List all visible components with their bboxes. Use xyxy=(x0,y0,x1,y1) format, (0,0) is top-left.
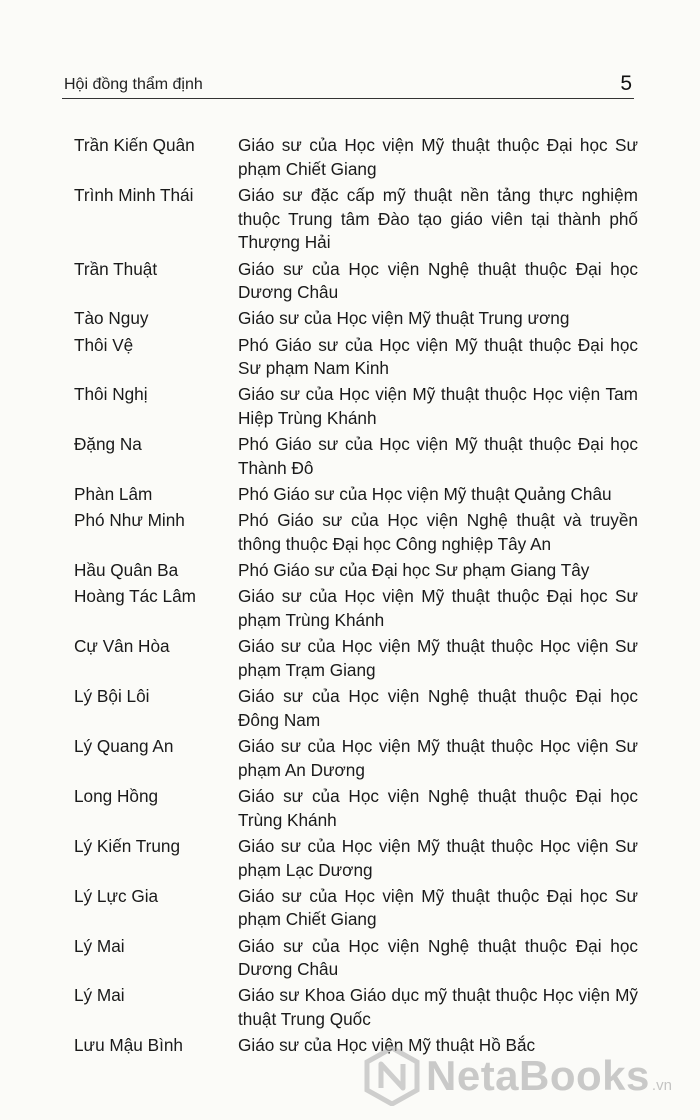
reviewer-name: Lý Mai xyxy=(74,935,125,956)
reviewer-title: Giáo sư của Học viện Mỹ thuật thuộc Học viện Sư phạm Trạm Giang xyxy=(238,636,638,680)
reviewer-name: Trần Kiến Quân xyxy=(74,135,195,155)
reviewer-name: Trần Thuật xyxy=(74,258,158,279)
reviewer-title: Giáo sư của Học viện Nghệ thuật thuộc Đại học Dương Châu xyxy=(238,935,638,980)
reviewer-name: Long Hồng xyxy=(74,785,159,806)
reviewer-name: Lý Mai xyxy=(74,985,125,1006)
reviewer-list xyxy=(74,134,644,1060)
reviewer-entry xyxy=(74,483,644,507)
reviewer-entry xyxy=(74,559,644,583)
reviewer-name: Lý Kiến Trung xyxy=(74,835,181,856)
reviewer-name: Thôi Nghị xyxy=(74,384,148,405)
reviewer-entry xyxy=(74,184,644,255)
reviewer-name: Phàn Lâm xyxy=(74,484,153,505)
reviewer-name: Lý Quang An xyxy=(74,735,174,756)
reviewer-title: Giáo sư của Học viện Mỹ thuật thuộc Học viện Tam Hiệp Trùng Khánh xyxy=(238,384,638,429)
reviewer-title: Giáo sư của Học viện Nghệ thuật thuộc Đại học Đông Nam xyxy=(238,686,638,730)
reviewer-title: Phó Giáo sư của Học viện Mỹ thuật thuộc Đại học Sư phạm Nam Kinh xyxy=(238,334,638,379)
reviewer-entry xyxy=(74,334,644,382)
reviewer-entry xyxy=(74,785,644,833)
watermark xyxy=(364,1044,698,1108)
reviewer-entry xyxy=(74,307,644,331)
reviewer-name: Thôi Vệ xyxy=(74,334,134,355)
reviewer-entry xyxy=(74,134,644,182)
reviewer-title: Giáo sư của Học viện Nghệ thuật thuộc Đại học Dương Châu xyxy=(238,258,638,303)
reviewer-title: Giáo sư của Học viện Mỹ thuật thuộc Học viện Sư phạm An Dương xyxy=(238,735,638,780)
reviewer-title: Phó Giáo sư của Học viện Mỹ thuật thuộc Đại học Thành Đô xyxy=(238,434,638,479)
watermark-suffix: .vn xyxy=(651,1076,672,1094)
page-number: 5 xyxy=(620,72,632,95)
reviewer-name: Tào Nguy xyxy=(74,308,149,329)
reviewer-entry xyxy=(74,383,644,431)
reviewer-title: Giáo sư đặc cấp mỹ thuật nền tảng thực nghiệm thuộc Trung tâm Đào tạo giáo viên tại thành phố Thượng Hải xyxy=(238,184,638,253)
reviewer-entry xyxy=(74,433,644,481)
reviewer-name: Hoàng Tác Lâm xyxy=(74,586,196,607)
reviewer-name: Cự Vân Hòa xyxy=(74,636,170,657)
reviewer-name: Trình Minh Thái xyxy=(74,184,194,205)
reviewer-title: Giáo sư của Học viện Mỹ thuật thuộc Đại học Sư phạm Trùng Khánh xyxy=(238,586,638,631)
reviewer-entry xyxy=(74,735,644,783)
reviewer-name: Lý Bội Lôi xyxy=(74,686,150,707)
reviewer-entry xyxy=(74,984,644,1032)
reviewer-entry xyxy=(74,685,644,733)
reviewer-title: Giáo sư Khoa Giáo dục mỹ thuật thuộc Học viện Mỹ thuật Trung Quốc xyxy=(238,985,638,1030)
reviewer-name: Hầu Quân Ba xyxy=(74,560,179,581)
reviewer-title: Giáo sư của Học viện Mỹ thuật thuộc Học viện Sư phạm Lạc Dương xyxy=(238,835,638,880)
reviewer-title: Phó Giáo sư của Học viện Nghệ thuật và truyền thông thuộc Đại học Công nghiệp Tây An xyxy=(238,510,638,555)
reviewer-title: Giáo sư của Học viện Mỹ thuật Hồ Bắc xyxy=(238,1035,536,1056)
header-title: Hội đồng thẩm định xyxy=(64,76,203,93)
reviewer-title: Phó Giáo sư của Đại học Sư phạm Giang Tây xyxy=(238,560,590,581)
reviewer-title: Phó Giáo sư của Học viện Mỹ thuật Quảng Châu xyxy=(238,484,612,505)
reviewer-name: Lý Lực Gia xyxy=(74,885,159,906)
netabooks-logo-icon xyxy=(364,1046,420,1106)
reviewer-title: Giáo sư của Học viện Mỹ thuật thuộc Đại học Sư phạm Chiết Giang xyxy=(238,885,638,930)
reviewer-entry xyxy=(74,635,644,683)
reviewer-entry xyxy=(74,585,644,633)
reviewer-entry xyxy=(74,258,644,306)
reviewer-entry xyxy=(74,885,644,933)
reviewer-entry xyxy=(74,935,644,983)
watermark-brand: NetaBooks xyxy=(426,1052,650,1099)
reviewer-entry xyxy=(74,509,644,557)
reviewer-title: Giáo sư của Học viện Mỹ thuật thuộc Đại học Sư phạm Chiết Giang xyxy=(238,135,638,179)
running-header xyxy=(62,72,634,99)
reviewer-title: Giáo sư của Học viện Mỹ thuật Trung ương xyxy=(238,308,570,329)
reviewer-entry xyxy=(74,835,644,883)
reviewer-name: Phó Như Minh xyxy=(74,510,185,531)
reviewer-title: Giáo sư của Học viện Nghệ thuật thuộc Đại học Trùng Khánh xyxy=(238,785,638,830)
reviewer-name: Đặng Na xyxy=(74,434,142,455)
reviewer-name: Lưu Mậu Bình xyxy=(74,1035,183,1056)
